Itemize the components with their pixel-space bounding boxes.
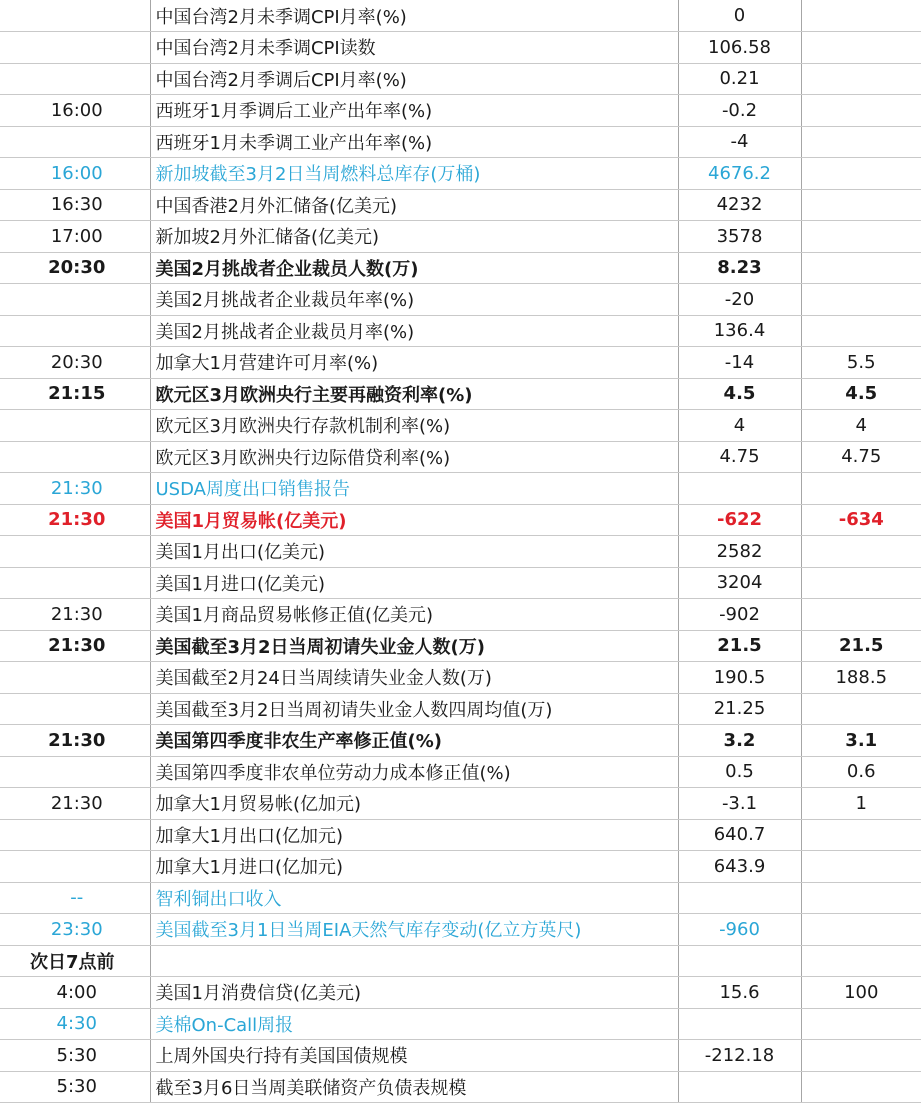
indicator-name-cell: 美国截至3月1日当周EIA天然气库存变动(亿立方英尺) bbox=[150, 914, 678, 946]
previous-value-cell: -3.1 bbox=[678, 788, 801, 820]
time-cell bbox=[0, 567, 150, 599]
time-cell: 21:30 bbox=[0, 504, 150, 536]
time-cell bbox=[0, 315, 150, 347]
indicator-name-cell: 中国台湾2月未季调CPI月率(%) bbox=[150, 0, 678, 32]
indicator-name-cell: 美国1月消费信贷(亿美元) bbox=[150, 977, 678, 1009]
table-row bbox=[0, 0, 921, 32]
table-row bbox=[0, 1040, 921, 1072]
table-row bbox=[0, 1008, 921, 1040]
forecast-value-cell: 4.75 bbox=[801, 441, 921, 473]
indicator-name-cell: 美国1月商品贸易帐修正值(亿美元) bbox=[150, 599, 678, 631]
time-cell bbox=[0, 536, 150, 568]
indicator-name-cell: 中国香港2月外汇储备(亿美元) bbox=[150, 189, 678, 221]
table-row bbox=[0, 315, 921, 347]
table-row bbox=[0, 126, 921, 158]
indicator-name-cell: 截至3月6日当周美联储资产负债表规模 bbox=[150, 1071, 678, 1103]
previous-value-cell: 21.5 bbox=[678, 630, 801, 662]
forecast-value-cell bbox=[801, 1008, 921, 1040]
time-cell: 17:00 bbox=[0, 221, 150, 253]
table-row bbox=[0, 189, 921, 221]
table-row bbox=[0, 284, 921, 316]
previous-value-cell: 3578 bbox=[678, 221, 801, 253]
time-cell: 21:15 bbox=[0, 378, 150, 410]
previous-value-cell: 3.2 bbox=[678, 725, 801, 757]
previous-value-cell: 136.4 bbox=[678, 315, 801, 347]
table-row bbox=[0, 756, 921, 788]
forecast-value-cell bbox=[801, 945, 921, 977]
forecast-value-cell bbox=[801, 882, 921, 914]
previous-value-cell bbox=[678, 1008, 801, 1040]
section-header-row bbox=[0, 945, 921, 977]
previous-value-cell: 15.6 bbox=[678, 977, 801, 1009]
indicator-name-cell: 欧元区3月欧洲央行存款机制利率(%) bbox=[150, 410, 678, 442]
time-cell: 4:00 bbox=[0, 977, 150, 1009]
indicator-name-cell: 欧元区3月欧洲央行主要再融资利率(%) bbox=[150, 378, 678, 410]
forecast-value-cell bbox=[801, 914, 921, 946]
forecast-value-cell bbox=[801, 1071, 921, 1103]
time-cell: 21:30 bbox=[0, 630, 150, 662]
time-cell bbox=[0, 126, 150, 158]
indicator-name-cell: 新加坡2月外汇储备(亿美元) bbox=[150, 221, 678, 253]
time-cell: 20:30 bbox=[0, 347, 150, 379]
forecast-value-cell bbox=[801, 284, 921, 316]
forecast-value-cell bbox=[801, 851, 921, 883]
indicator-name-cell: 新加坡截至3月2日当周燃料总库存(万桶) bbox=[150, 158, 678, 190]
forecast-value-cell bbox=[801, 819, 921, 851]
time-cell bbox=[0, 410, 150, 442]
table-row bbox=[0, 1071, 921, 1103]
time-cell: 次日7点前 bbox=[0, 945, 150, 977]
table-row bbox=[0, 504, 921, 536]
indicator-name-cell: 美国1月贸易帐(亿美元) bbox=[150, 504, 678, 536]
table-row bbox=[0, 882, 921, 914]
forecast-value-cell bbox=[801, 32, 921, 64]
indicator-name-cell: 加拿大1月进口(亿加元) bbox=[150, 851, 678, 883]
previous-value-cell: 4676.2 bbox=[678, 158, 801, 190]
previous-value-cell: -960 bbox=[678, 914, 801, 946]
previous-value-cell: 2582 bbox=[678, 536, 801, 568]
forecast-value-cell: 4 bbox=[801, 410, 921, 442]
forecast-value-cell bbox=[801, 126, 921, 158]
previous-value-cell: -902 bbox=[678, 599, 801, 631]
forecast-value-cell bbox=[801, 221, 921, 253]
table-row bbox=[0, 32, 921, 64]
table-row bbox=[0, 599, 921, 631]
forecast-value-cell bbox=[801, 567, 921, 599]
forecast-value-cell bbox=[801, 473, 921, 505]
previous-value-cell: 4.5 bbox=[678, 378, 801, 410]
table-row bbox=[0, 662, 921, 694]
previous-value-cell: 0 bbox=[678, 0, 801, 32]
time-cell bbox=[0, 441, 150, 473]
indicator-name-cell: 美国2月挑战者企业裁员月率(%) bbox=[150, 315, 678, 347]
indicator-name-cell: 美国第四季度非农单位劳动力成本修正值(%) bbox=[150, 756, 678, 788]
indicator-name-cell: 中国台湾2月季调后CPI月率(%) bbox=[150, 63, 678, 95]
forecast-value-cell bbox=[801, 189, 921, 221]
forecast-value-cell: 0.6 bbox=[801, 756, 921, 788]
time-cell bbox=[0, 32, 150, 64]
indicator-name-cell: 西班牙1月未季调工业产出年率(%) bbox=[150, 126, 678, 158]
forecast-value-cell bbox=[801, 693, 921, 725]
table-row bbox=[0, 95, 921, 127]
indicator-name-cell: 西班牙1月季调后工业产出年率(%) bbox=[150, 95, 678, 127]
indicator-name-cell: 美国2月挑战者企业裁员人数(万) bbox=[150, 252, 678, 284]
time-cell: 16:00 bbox=[0, 158, 150, 190]
forecast-value-cell: 4.5 bbox=[801, 378, 921, 410]
forecast-value-cell: -634 bbox=[801, 504, 921, 536]
forecast-value-cell: 5.5 bbox=[801, 347, 921, 379]
indicator-name-cell: 上周外国央行持有美国国债规模 bbox=[150, 1040, 678, 1072]
time-cell: 21:30 bbox=[0, 599, 150, 631]
table-row bbox=[0, 441, 921, 473]
table-row bbox=[0, 473, 921, 505]
time-cell bbox=[0, 756, 150, 788]
indicator-name-cell: 美国1月进口(亿美元) bbox=[150, 567, 678, 599]
previous-value-cell: -212.18 bbox=[678, 1040, 801, 1072]
table-row bbox=[0, 158, 921, 190]
table-row bbox=[0, 819, 921, 851]
previous-value-cell bbox=[678, 945, 801, 977]
forecast-value-cell: 100 bbox=[801, 977, 921, 1009]
table-row bbox=[0, 63, 921, 95]
time-cell bbox=[0, 851, 150, 883]
forecast-value-cell bbox=[801, 536, 921, 568]
previous-value-cell: 3204 bbox=[678, 567, 801, 599]
forecast-value-cell bbox=[801, 0, 921, 32]
previous-value-cell: 21.25 bbox=[678, 693, 801, 725]
previous-value-cell: 190.5 bbox=[678, 662, 801, 694]
previous-value-cell: -622 bbox=[678, 504, 801, 536]
time-cell: 16:30 bbox=[0, 189, 150, 221]
indicator-name-cell: 美国截至2月24日当周续请失业金人数(万) bbox=[150, 662, 678, 694]
time-cell: 5:30 bbox=[0, 1071, 150, 1103]
indicator-name-cell: 加拿大1月出口(亿加元) bbox=[150, 819, 678, 851]
table-row bbox=[0, 788, 921, 820]
time-cell: 21:30 bbox=[0, 725, 150, 757]
indicator-name-cell: 美国截至3月2日当周初请失业金人数四周均值(万) bbox=[150, 693, 678, 725]
time-cell bbox=[0, 662, 150, 694]
previous-value-cell: 640.7 bbox=[678, 819, 801, 851]
time-cell: 16:00 bbox=[0, 95, 150, 127]
table-row bbox=[0, 410, 921, 442]
table-row bbox=[0, 567, 921, 599]
time-cell bbox=[0, 284, 150, 316]
table-row bbox=[0, 378, 921, 410]
previous-value-cell: 106.58 bbox=[678, 32, 801, 64]
table-row bbox=[0, 851, 921, 883]
indicator-name-cell: 欧元区3月欧洲央行边际借贷利率(%) bbox=[150, 441, 678, 473]
forecast-value-cell: 1 bbox=[801, 788, 921, 820]
table-row bbox=[0, 347, 921, 379]
time-cell: 20:30 bbox=[0, 252, 150, 284]
time-cell bbox=[0, 63, 150, 95]
previous-value-cell: 8.23 bbox=[678, 252, 801, 284]
previous-value-cell: 4 bbox=[678, 410, 801, 442]
table-row bbox=[0, 914, 921, 946]
forecast-value-cell bbox=[801, 1040, 921, 1072]
previous-value-cell: -14 bbox=[678, 347, 801, 379]
indicator-name-cell bbox=[150, 945, 678, 977]
forecast-value-cell bbox=[801, 315, 921, 347]
forecast-value-cell bbox=[801, 252, 921, 284]
previous-value-cell: -0.2 bbox=[678, 95, 801, 127]
previous-value-cell: 0.5 bbox=[678, 756, 801, 788]
indicator-name-cell: 美棉On-Call周报 bbox=[150, 1008, 678, 1040]
indicator-name-cell: 美国第四季度非农生产率修正值(%) bbox=[150, 725, 678, 757]
time-cell: 23:30 bbox=[0, 914, 150, 946]
previous-value-cell bbox=[678, 1071, 801, 1103]
previous-value-cell: -20 bbox=[678, 284, 801, 316]
time-cell: -- bbox=[0, 882, 150, 914]
table-row bbox=[0, 630, 921, 662]
previous-value-cell: 643.9 bbox=[678, 851, 801, 883]
previous-value-cell bbox=[678, 473, 801, 505]
indicator-name-cell: 美国截至3月2日当周初请失业金人数(万) bbox=[150, 630, 678, 662]
indicator-name-cell: 加拿大1月营建许可月率(%) bbox=[150, 347, 678, 379]
indicator-name-cell: 智利铜出口收入 bbox=[150, 882, 678, 914]
indicator-name-cell: 美国1月出口(亿美元) bbox=[150, 536, 678, 568]
forecast-value-cell: 3.1 bbox=[801, 725, 921, 757]
previous-value-cell bbox=[678, 882, 801, 914]
table-row bbox=[0, 536, 921, 568]
table-row bbox=[0, 725, 921, 757]
time-cell bbox=[0, 0, 150, 32]
table-row bbox=[0, 221, 921, 253]
previous-value-cell: 4232 bbox=[678, 189, 801, 221]
previous-value-cell: 0.21 bbox=[678, 63, 801, 95]
indicator-name-cell: 美国2月挑战者企业裁员年率(%) bbox=[150, 284, 678, 316]
table-row bbox=[0, 977, 921, 1009]
forecast-value-cell: 21.5 bbox=[801, 630, 921, 662]
indicator-name-cell: USDA周度出口销售报告 bbox=[150, 473, 678, 505]
time-cell: 4:30 bbox=[0, 1008, 150, 1040]
table-row bbox=[0, 693, 921, 725]
table-row bbox=[0, 252, 921, 284]
indicator-name-cell: 加拿大1月贸易帐(亿加元) bbox=[150, 788, 678, 820]
time-cell: 5:30 bbox=[0, 1040, 150, 1072]
indicator-name-cell: 中国台湾2月未季调CPI读数 bbox=[150, 32, 678, 64]
time-cell: 21:30 bbox=[0, 788, 150, 820]
time-cell bbox=[0, 693, 150, 725]
forecast-value-cell bbox=[801, 95, 921, 127]
time-cell: 21:30 bbox=[0, 473, 150, 505]
forecast-value-cell bbox=[801, 158, 921, 190]
time-cell bbox=[0, 819, 150, 851]
forecast-value-cell: 188.5 bbox=[801, 662, 921, 694]
forecast-value-cell bbox=[801, 63, 921, 95]
previous-value-cell: -4 bbox=[678, 126, 801, 158]
forecast-value-cell bbox=[801, 599, 921, 631]
previous-value-cell: 4.75 bbox=[678, 441, 801, 473]
